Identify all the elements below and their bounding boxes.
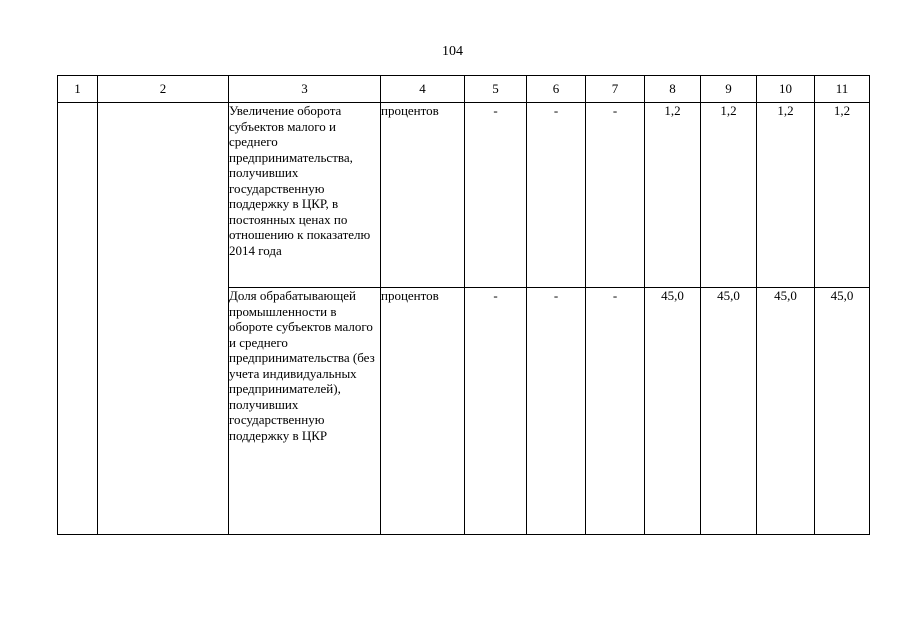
empty-cell-col2 (98, 103, 229, 535)
value-cell-7: - (586, 103, 645, 288)
header-cell-3: 3 (229, 76, 381, 103)
value-cell-5: - (465, 288, 527, 535)
unit-cell: процентов (381, 288, 465, 535)
indicator-name: Увеличение оборота субъектов малого и среднего предпринимательства, получивших государственную поддержку в ЦКР, в постоянных ценах по отношению к показателю 2014 года (229, 103, 381, 288)
indicators-table (57, 75, 870, 535)
value-cell-5: - (465, 103, 527, 288)
value-cell-10: 1,2 (757, 103, 815, 288)
value-cell-11: 1,2 (815, 103, 870, 288)
header-cell-11: 11 (815, 76, 870, 103)
header-cell-5: 5 (465, 76, 527, 103)
value-cell-9: 1,2 (701, 103, 757, 288)
header-cell-4: 4 (381, 76, 465, 103)
unit-cell: процентов (381, 103, 465, 288)
header-cell-10: 10 (757, 76, 815, 103)
value-cell-10: 45,0 (757, 288, 815, 535)
value-cell-8: 1,2 (645, 103, 701, 288)
value-cell-11: 45,0 (815, 288, 870, 535)
value-cell-7: - (586, 288, 645, 535)
header-cell-6: 6 (527, 76, 586, 103)
header-cell-7: 7 (586, 76, 645, 103)
header-row (58, 76, 870, 103)
header-cell-1: 1 (58, 76, 98, 103)
header-cell-8: 8 (645, 76, 701, 103)
value-cell-6: - (527, 103, 586, 288)
page-number: 104 (442, 44, 463, 59)
value-cell-9: 45,0 (701, 288, 757, 535)
table-row (58, 103, 870, 288)
value-cell-6: - (527, 288, 586, 535)
indicator-name: Доля обрабатывающей промышленности в обороте субъектов малого и среднего предпринимательства (без учета индивидуальных предпринимателей), получивших государственную поддержку в ЦКР (229, 288, 381, 535)
empty-cell-col1 (58, 103, 98, 535)
header-cell-9: 9 (701, 76, 757, 103)
header-cell-2: 2 (98, 76, 229, 103)
value-cell-8: 45,0 (645, 288, 701, 535)
